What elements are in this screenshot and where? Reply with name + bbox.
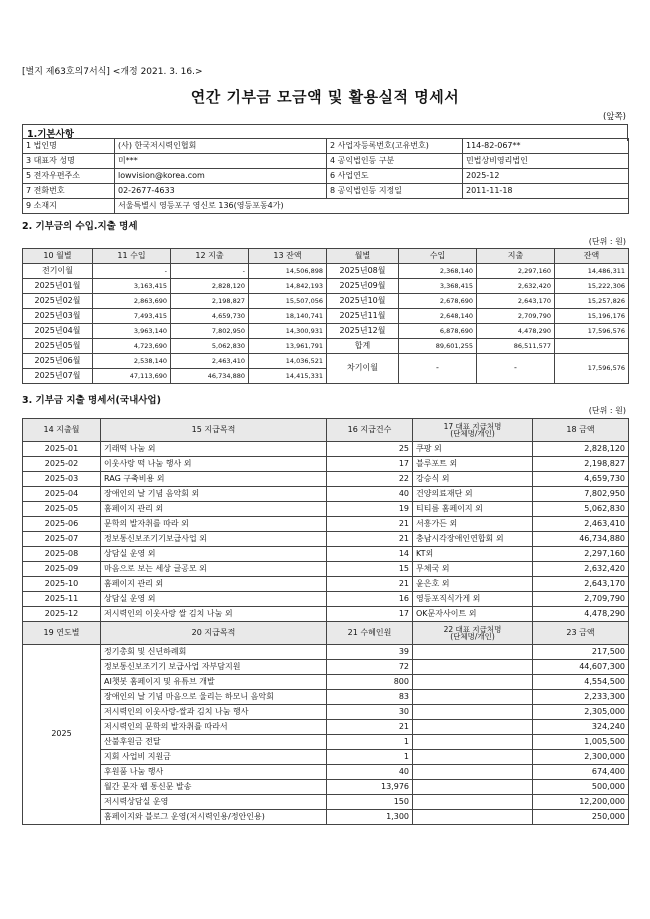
amount-cell: 44,607,300 <box>533 660 629 675</box>
address-value: 서울특별시 영등포구 영신로 136(영등포동4가) <box>115 199 629 214</box>
address-label: 9 소재지 <box>23 199 115 214</box>
table-row <box>23 264 629 279</box>
table-row <box>23 750 629 765</box>
table-row <box>23 765 629 780</box>
count-cell: 17 <box>327 607 413 622</box>
info-row <box>23 199 629 214</box>
count-cell: 21 <box>327 532 413 547</box>
balance-cell: 14,486,311 <box>555 264 629 279</box>
info-row <box>23 169 629 184</box>
month-cell: 2025-02 <box>23 457 101 472</box>
header-row <box>23 622 629 645</box>
month-cell: 2025년10월 <box>327 294 399 309</box>
balance-cell: 13,961,791 <box>249 339 327 354</box>
info-label: 1 법인명 <box>23 139 115 154</box>
purpose-cell: 저시력상담실 운영 <box>101 795 327 810</box>
payee-cell <box>413 735 533 750</box>
column-header: 20 지급목적 <box>101 622 327 645</box>
column-header: 11 수입 <box>93 249 171 264</box>
balance-cell: 17,596,576 <box>555 324 629 339</box>
amount-cell: 4,659,730 <box>533 472 629 487</box>
income-cell: - <box>93 264 171 279</box>
purpose-cell: AI챗봇 홈페이지 및 유튜브 개발 <box>101 675 327 690</box>
amount-cell: 7,802,950 <box>533 487 629 502</box>
count-cell: 15 <box>327 562 413 577</box>
income-cell: 3,368,415 <box>399 279 477 294</box>
payee-cell <box>413 675 533 690</box>
amount-cell: 2,297,160 <box>533 547 629 562</box>
purpose-cell: 장애인의 날 기념 음악회 외 <box>101 487 327 502</box>
table-row <box>23 502 629 517</box>
people-cell: 1,300 <box>327 810 413 825</box>
month-cell: 2025년08월 <box>327 264 399 279</box>
column-header: 월별 <box>327 249 399 264</box>
purpose-cell: 마음으로 보는 세상 글공모 외 <box>101 562 327 577</box>
purpose-cell: 저시력인의 이웃사랑 쌀 김치 나눔 외 <box>101 607 327 622</box>
column-header: 17 대표 지급처명 (단체명/개인) <box>413 419 533 442</box>
info-row <box>23 184 629 199</box>
table-row <box>23 279 629 294</box>
info-label: 3 대표자 성명 <box>23 154 115 169</box>
purpose-cell: 홈페이지 관리 외 <box>101 577 327 592</box>
expense-cell: 2,632,420 <box>477 279 555 294</box>
column-header: 13 잔액 <box>249 249 327 264</box>
total-label: 합계 <box>327 339 399 354</box>
count-cell: 16 <box>327 592 413 607</box>
table-row <box>23 487 629 502</box>
info-label: 7 전화번호 <box>23 184 115 199</box>
amount-cell: 2,632,420 <box>533 562 629 577</box>
amount-cell: 1,005,500 <box>533 735 629 750</box>
page-side-label: (앞쪽) <box>602 112 626 122</box>
table-row <box>23 517 629 532</box>
amount-cell: 2,305,000 <box>533 705 629 720</box>
table-row <box>23 660 629 675</box>
month-cell: 2025년06월 <box>23 354 93 369</box>
column-header: 10 월별 <box>23 249 93 264</box>
month-cell: 2025-10 <box>23 577 101 592</box>
balance-cell: 15,196,176 <box>555 309 629 324</box>
table-row <box>23 532 629 547</box>
table-row <box>23 705 629 720</box>
amount-cell: 217,500 <box>533 645 629 660</box>
purpose-cell: 산불후원금 전달 <box>101 735 327 750</box>
payee-cell <box>413 810 533 825</box>
section2-unit: (단위 : 원) <box>588 237 626 246</box>
table-row <box>23 645 629 660</box>
column-header: 19 연도별 <box>23 622 101 645</box>
info-label: 4 공익법인등 구분 <box>327 154 463 169</box>
payee-cell: 영등포직식가게 외 <box>413 592 533 607</box>
payee-cell: 티티름 홈페이지 외 <box>413 502 533 517</box>
amount-cell: 46,734,880 <box>533 532 629 547</box>
table-row <box>23 457 629 472</box>
amount-cell: 2,233,300 <box>533 690 629 705</box>
info-value: lowvision@korea.com <box>115 169 327 184</box>
table-row <box>23 810 629 825</box>
column-header: 12 지출 <box>171 249 249 264</box>
section1-title: 1.기본사항 <box>22 124 628 141</box>
section3-title: 3. 기부금 지출 명세서(국내사업) <box>22 395 161 406</box>
count-cell: 21 <box>327 577 413 592</box>
month-cell: 2025-01 <box>23 442 101 457</box>
people-cell: 150 <box>327 795 413 810</box>
expense-cell: 2,463,410 <box>171 354 249 369</box>
purpose-cell: 홈페이지 관리 외 <box>101 502 327 517</box>
carry-balance: 17,596,576 <box>555 354 629 384</box>
table-row <box>23 720 629 735</box>
month-cell: 2025년05월 <box>23 339 93 354</box>
section3-unit: (단위 : 원) <box>588 406 626 415</box>
table-row <box>23 577 629 592</box>
payee-cell <box>413 720 533 735</box>
amount-cell: 2,643,170 <box>533 577 629 592</box>
month-cell: 2025-04 <box>23 487 101 502</box>
balance-cell: 14,300,931 <box>249 324 327 339</box>
amount-cell: 2,463,410 <box>533 517 629 532</box>
count-cell: 17 <box>327 457 413 472</box>
amount-cell: 500,000 <box>533 780 629 795</box>
table-row <box>23 675 629 690</box>
purpose-cell: 지회 사업비 지원금 <box>101 750 327 765</box>
expense-cell: 2,297,160 <box>477 264 555 279</box>
amount-cell: 4,478,290 <box>533 607 629 622</box>
people-cell: 1 <box>327 750 413 765</box>
purpose-cell: 정기총회 및 신년하례회 <box>101 645 327 660</box>
month-cell: 2025-12 <box>23 607 101 622</box>
info-label: 2 사업자등록번호(고유번호) <box>327 139 463 154</box>
info-value: 2011-11-18 <box>463 184 629 199</box>
amount-cell: 2,300,000 <box>533 750 629 765</box>
payee-cell: OK문자사이트 외 <box>413 607 533 622</box>
month-cell: 2025-03 <box>23 472 101 487</box>
month-cell: 2025년12월 <box>327 324 399 339</box>
income-cell: 2,863,690 <box>93 294 171 309</box>
table-row <box>23 592 629 607</box>
column-header: 14 지출월 <box>23 419 101 442</box>
header-row <box>23 419 629 442</box>
info-value: (사) 한국저시력인협회 <box>115 139 327 154</box>
month-cell: 2025-08 <box>23 547 101 562</box>
payee-cell: 무체국 외 <box>413 562 533 577</box>
expenditure-table <box>22 418 629 825</box>
purpose-cell: RAG 구축비용 외 <box>101 472 327 487</box>
balance-cell: 14,506,898 <box>249 264 327 279</box>
purpose-cell: 상담실 운영 외 <box>101 547 327 562</box>
month-cell: 2025년02월 <box>23 294 93 309</box>
info-value: 민법상비영리법인 <box>463 154 629 169</box>
info-label: 8 공익법인등 지정일 <box>327 184 463 199</box>
expense-cell: 2,643,170 <box>477 294 555 309</box>
column-header: 지출 <box>477 249 555 264</box>
payee-cell: 쿠팡 외 <box>413 442 533 457</box>
info-label: 6 사업연도 <box>327 169 463 184</box>
people-cell: 30 <box>327 705 413 720</box>
payee-cell: 건양의료재단 외 <box>413 487 533 502</box>
table-row <box>23 339 629 354</box>
table-row <box>23 309 629 324</box>
payee-cell: 강승식 외 <box>413 472 533 487</box>
expense-cell: 7,802,950 <box>171 324 249 339</box>
purpose-cell: 상담실 운영 외 <box>101 592 327 607</box>
purpose-cell: 저시력인의 문학의 발자취를 따라서 <box>101 720 327 735</box>
purpose-cell: 장애인의 날 기념 마음으로 울리는 하모니 음악회 <box>101 690 327 705</box>
amount-cell: 2,828,120 <box>533 442 629 457</box>
table-row <box>23 562 629 577</box>
expense-cell: 2,709,790 <box>477 309 555 324</box>
table-row <box>23 324 629 339</box>
people-cell: 40 <box>327 765 413 780</box>
table-row <box>23 547 629 562</box>
payee-cell <box>413 780 533 795</box>
table-row <box>23 472 629 487</box>
month-cell: 2025년01월 <box>23 279 93 294</box>
month-cell: 전기이월 <box>23 264 93 279</box>
column-header: 15 지급목적 <box>101 419 327 442</box>
income-cell: 3,163,415 <box>93 279 171 294</box>
column-header: 18 금액 <box>533 419 629 442</box>
income-cell: 47,113,690 <box>93 369 171 384</box>
people-cell: 13,976 <box>327 780 413 795</box>
purpose-cell: 문학의 발자취를 따라 외 <box>101 517 327 532</box>
month-cell: 2025년04월 <box>23 324 93 339</box>
expense-cell: 2,198,827 <box>171 294 249 309</box>
amount-cell: 4,554,500 <box>533 675 629 690</box>
amount-cell: 2,709,790 <box>533 592 629 607</box>
month-cell: 2025년03월 <box>23 309 93 324</box>
count-cell: 19 <box>327 502 413 517</box>
form-reference: [별지 제63호의7서식] <개정 2021. 3. 16.> <box>22 67 203 77</box>
payee-cell <box>413 795 533 810</box>
purpose-cell: 저시력인의 이웃사랑-쌀과 김치 나눔 행사 <box>101 705 327 720</box>
income-cell: 2,538,140 <box>93 354 171 369</box>
amount-cell: 2,198,827 <box>533 457 629 472</box>
payee-cell <box>413 750 533 765</box>
count-cell: 25 <box>327 442 413 457</box>
purpose-cell: 기래떡 나눔 외 <box>101 442 327 457</box>
expense-cell: 46,734,880 <box>171 369 249 384</box>
table-row <box>23 795 629 810</box>
balance-cell: 15,507,056 <box>249 294 327 309</box>
info-value: 02-2677-4633 <box>115 184 327 199</box>
count-cell: 14 <box>327 547 413 562</box>
people-cell: 72 <box>327 660 413 675</box>
payee-cell <box>413 705 533 720</box>
income-cell: 2,678,690 <box>399 294 477 309</box>
payee-cell: 블루포트 외 <box>413 457 533 472</box>
people-cell: 39 <box>327 645 413 660</box>
month-cell: 2025-06 <box>23 517 101 532</box>
basic-info-table <box>22 138 629 214</box>
table-row <box>23 690 629 705</box>
info-row <box>23 139 629 154</box>
income-cell: 7,493,415 <box>93 309 171 324</box>
purpose-cell: 월간 문자 웹 통신문 발송 <box>101 780 327 795</box>
income-cell: 6,878,690 <box>399 324 477 339</box>
income-cell: 2,648,140 <box>399 309 477 324</box>
column-header: 23 금액 <box>533 622 629 645</box>
info-row <box>23 154 629 169</box>
column-header: 잔액 <box>555 249 629 264</box>
payee-cell <box>413 660 533 675</box>
balance-cell: 14,415,331 <box>249 369 327 384</box>
balance-cell: 14,036,521 <box>249 354 327 369</box>
expense-cell: 5,062,830 <box>171 339 249 354</box>
purpose-cell: 이웃사랑 떡 나눔 행사 외 <box>101 457 327 472</box>
expense-cell: 4,659,730 <box>171 309 249 324</box>
payee-cell <box>413 645 533 660</box>
document-title: 연간 기부금 모금액 및 활용실적 명세서 <box>190 88 460 106</box>
carry-label: 차기이월 <box>327 354 399 384</box>
carry-expense: - <box>477 354 555 384</box>
month-cell: 2025년07월 <box>23 369 93 384</box>
column-header: 22 대표 지급처명 (단체명/개인) <box>413 622 533 645</box>
income-cell: 3,963,140 <box>93 324 171 339</box>
people-cell: 83 <box>327 690 413 705</box>
table-row <box>23 354 629 369</box>
empty-cell <box>555 339 629 354</box>
balance-cell: 15,222,306 <box>555 279 629 294</box>
people-cell: 1 <box>327 735 413 750</box>
balance-cell: 15,257,826 <box>555 294 629 309</box>
section2-title: 2. 기부금의 수입.지출 명세 <box>22 221 138 232</box>
count-cell: 40 <box>327 487 413 502</box>
payee-cell: 충남시각장애인연합회 외 <box>413 532 533 547</box>
month-cell: 2025-05 <box>23 502 101 517</box>
amount-cell: 12,200,000 <box>533 795 629 810</box>
column-header: 16 지급건수 <box>327 419 413 442</box>
column-header: 수입 <box>399 249 477 264</box>
expense-cell: - <box>171 264 249 279</box>
month-cell: 2025년09월 <box>327 279 399 294</box>
balance-cell: 14,842,193 <box>249 279 327 294</box>
total-income: 89,601,255 <box>399 339 477 354</box>
table-row <box>23 780 629 795</box>
purpose-cell: 후원품 나눔 행사 <box>101 765 327 780</box>
income-expense-table <box>22 248 629 384</box>
people-cell: 21 <box>327 720 413 735</box>
info-value: 2025-12 <box>463 169 629 184</box>
total-expense: 86,511,577 <box>477 339 555 354</box>
purpose-cell: 홈페이지와 블로그 운영(저시력인용/정안인용) <box>101 810 327 825</box>
month-cell: 2025-11 <box>23 592 101 607</box>
table-row <box>23 294 629 309</box>
payee-cell: KT외 <box>413 547 533 562</box>
payee-cell <box>413 765 533 780</box>
income-cell: 4,723,690 <box>93 339 171 354</box>
month-cell: 2025-07 <box>23 532 101 547</box>
count-cell: 21 <box>327 517 413 532</box>
income-cell: 2,368,140 <box>399 264 477 279</box>
table-row <box>23 442 629 457</box>
month-cell: 2025년11월 <box>327 309 399 324</box>
count-cell: 22 <box>327 472 413 487</box>
amount-cell: 5,062,830 <box>533 502 629 517</box>
column-header: 21 수혜인원 <box>327 622 413 645</box>
carry-income: - <box>399 354 477 384</box>
table-row <box>23 607 629 622</box>
month-cell: 2025-09 <box>23 562 101 577</box>
payee-cell: 윤은호 외 <box>413 577 533 592</box>
year-cell: 2025 <box>23 645 101 825</box>
expense-cell: 4,478,290 <box>477 324 555 339</box>
info-value: 미*** <box>115 154 327 169</box>
people-cell: 800 <box>327 675 413 690</box>
purpose-cell: 정보통신보조기기 보급사업 자부담지원 <box>101 660 327 675</box>
amount-cell: 324,240 <box>533 720 629 735</box>
amount-cell: 250,000 <box>533 810 629 825</box>
info-label: 5 전자우편주소 <box>23 169 115 184</box>
table-row <box>23 735 629 750</box>
payee-cell: 서흥가든 외 <box>413 517 533 532</box>
purpose-cell: 정보통신보조기기보급사업 외 <box>101 532 327 547</box>
payee-cell <box>413 690 533 705</box>
expense-cell: 2,828,120 <box>171 279 249 294</box>
info-value: 114-82-067** <box>463 139 629 154</box>
balance-cell: 18,140,741 <box>249 309 327 324</box>
amount-cell: 674,400 <box>533 765 629 780</box>
